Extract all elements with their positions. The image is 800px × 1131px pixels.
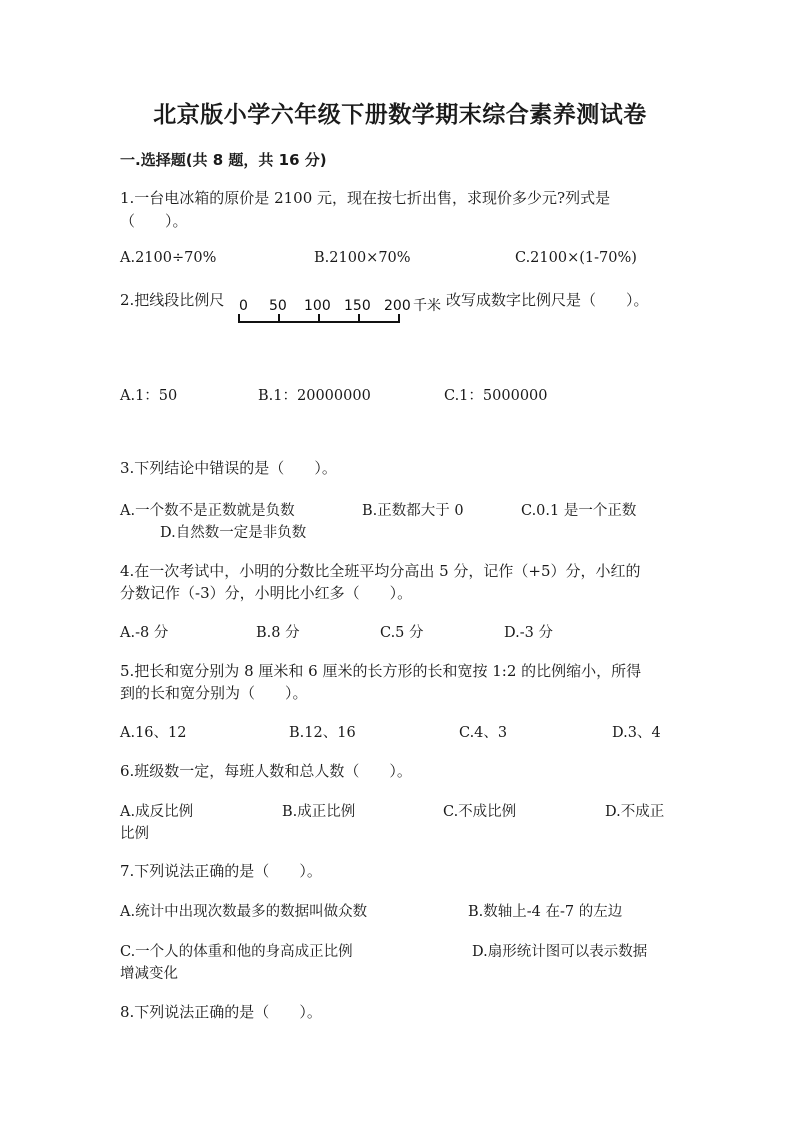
question-1-option-a[interactable]: A.2100÷70% (120, 250, 217, 266)
question-3-option-b[interactable]: B.正数都大于 0 (362, 503, 464, 519)
question-6-option-c[interactable]: C.不成比例 (443, 804, 517, 820)
question-5-option-d[interactable]: D.3、4 (612, 725, 661, 741)
question-1-line-1: 1.一台电冰箱的原价是 2100 元，现在按七折出售，求现价多少元?列式是 (120, 189, 611, 207)
question-7-option-b[interactable]: B.数轴上-4 在-7 的左边 (468, 904, 623, 920)
question-1-option-b[interactable]: B.2100×70% (314, 250, 411, 266)
line-segment-scale (232, 290, 447, 332)
question-3-option-d[interactable]: D.自然数一定是非负数 (160, 525, 307, 541)
question-7-option-a[interactable]: A.统计中出现次数最多的数据叫做众数 (120, 904, 368, 920)
question-6-option-d-continued[interactable]: 比例 (120, 826, 149, 842)
question-4-option-c[interactable]: C.5 分 (380, 625, 424, 641)
question-7-option-c[interactable]: C.一个人的体重和他的身高成正比例 (120, 944, 353, 960)
question-6-option-b[interactable]: B.成正比例 (282, 804, 356, 820)
question-5-line-1: 5.把长和宽分别为 8 厘米和 6 厘米的长方形的长和宽按 1:2 的比例缩小，所得 (120, 662, 642, 680)
question-8-line-1: 8.下列说法正确的是（ ）。 (120, 1003, 322, 1021)
scale-tick-label-50: 50 (269, 298, 287, 314)
question-4-option-b[interactable]: B.8 分 (256, 625, 300, 641)
question-2-option-b[interactable]: B.1：20000000 (258, 388, 371, 404)
question-7-line-1: 7.下列说法正确的是（ ）。 (120, 862, 322, 880)
question-5-option-b[interactable]: B.12、16 (289, 725, 356, 741)
question-2-prefix: 2.把线段比例尺 (120, 291, 225, 309)
question-3-line-1: 3.下列结论中错误的是（ ）。 (120, 459, 337, 477)
question-5-option-c[interactable]: C.4、3 (459, 725, 508, 741)
scale-tick-label-200: 200 (384, 298, 411, 314)
question-2-option-c[interactable]: C.1：5000000 (444, 388, 548, 404)
question-4-option-a[interactable]: A.-8 分 (120, 625, 169, 641)
question-5-option-a[interactable]: A.16、12 (120, 725, 187, 741)
question-6-option-a[interactable]: A.成反比例 (120, 804, 194, 820)
question-3-option-c[interactable]: C.0.1 是一个正数 (521, 503, 637, 519)
page-title: 北京版小学六年级下册数学期末综合素养测试卷 (153, 102, 647, 128)
question-5-line-2: 到的长和宽分别为（ ）。 (120, 684, 308, 702)
question-6-line-1: 6.班级数一定，每班人数和总人数（ ）。 (120, 762, 412, 780)
scale-tick-label-150: 150 (344, 298, 371, 314)
question-7-option-d[interactable]: D.扇形统计图可以表示数据 (472, 944, 648, 960)
question-4-option-d[interactable]: D.-3 分 (504, 625, 553, 641)
question-6-option-d[interactable]: D.不成正 (605, 804, 665, 820)
question-7-option-d-continued[interactable]: 增减变化 (120, 966, 178, 982)
question-2-suffix: 改写成数字比例尺是（ ）。 (446, 291, 649, 309)
section-heading: 一.选择题(共 8 题，共 16 分) (120, 151, 327, 169)
question-4-line-2: 分数记作（-3）分，小明比小红多（ ）。 (120, 584, 413, 602)
scale-tick-label-0: 0 (239, 298, 248, 314)
scale-unit-label: 千米 (413, 298, 441, 314)
question-4-line-1: 4.在一次考试中，小明的分数比全班平均分高出 5 分，记作（+5）分，小红的 (120, 562, 641, 580)
scale-tick-label-100: 100 (304, 298, 331, 314)
question-2-option-a[interactable]: A.1：50 (120, 388, 178, 404)
question-1-option-c[interactable]: C.2100×(1-70%) (515, 250, 637, 266)
question-3-option-a[interactable]: A.一个数不是正数就是负数 (120, 503, 295, 519)
question-1-line-2: （ ）。 (120, 212, 188, 230)
